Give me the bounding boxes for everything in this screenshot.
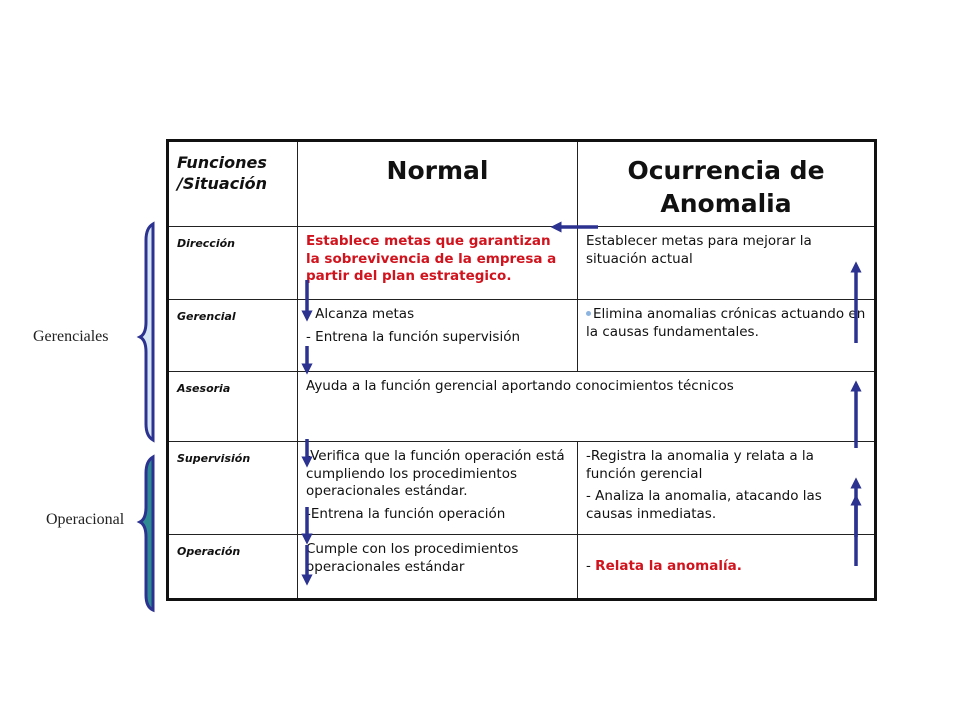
table-row — [168, 300, 876, 372]
direccion-anomaly-text: Establecer metas para mejorar la situación actual — [578, 227, 876, 300]
table-header-row — [168, 141, 876, 227]
functions-table — [166, 139, 877, 601]
supervision-anomaly-item-2: - Analiza la anomalia, atacando las causas inmediatas. — [586, 488, 822, 522]
operacion-anomaly-end: . — [736, 557, 742, 574]
gerencial-normal-cell — [298, 300, 578, 372]
bullet-icon — [586, 311, 591, 316]
table-row — [168, 372, 876, 442]
header-functions-line2: /Situación — [177, 174, 268, 193]
operacion-normal-text: Cumple con los procedimientos operacionales estándar — [298, 535, 578, 600]
direccion-normal-text: Establece metas que garantizan la sobrevivencia de la empresa a partir del plan estrategico — [306, 233, 557, 284]
table-row — [168, 535, 876, 600]
operacional-bracket — [140, 457, 153, 610]
gerenciales-label: Gerenciales — [33, 328, 109, 345]
operacion-anomaly-red: Relata la anomalía — [595, 557, 737, 574]
supervision-normal-item-2: -Entrena la función operación — [306, 505, 506, 522]
row-label-asesoria: Asesoria — [168, 372, 298, 442]
header-normal: Normal — [298, 141, 578, 227]
direccion-normal-cell — [298, 227, 578, 300]
header-anomaly-line1: Ocurrencia de — [627, 156, 825, 185]
direccion-normal-end: . — [506, 268, 512, 284]
row-label-supervision: Supervisión — [168, 442, 298, 535]
supervision-normal-cell — [298, 442, 578, 535]
gerencial-normal-item-1: - Alcanza metas — [306, 306, 415, 322]
operacion-anomaly-cell — [578, 535, 876, 600]
gerenciales-bracket — [140, 224, 153, 440]
header-functions-line1: Funciones — [177, 153, 267, 172]
gerencial-normal-item-2: - Entrena la función supervisión — [306, 328, 521, 345]
row-label-operacion: Operación — [168, 535, 298, 600]
header-anomaly — [578, 141, 876, 227]
table-row — [168, 442, 876, 535]
operacional-label: Operacional — [46, 511, 125, 528]
supervision-anomaly-cell — [578, 442, 876, 535]
supervision-normal-item-1: -Verifica que la función operación está cumpliendo los procedimientos operacionales estándar. — [306, 448, 565, 499]
gerencial-anomaly-text: Elimina anomalias crónicas actuando en la causas fundamentales. — [586, 306, 866, 340]
header-functions — [168, 141, 298, 227]
header-anomaly-line2: Anomalia — [660, 189, 792, 218]
table-row — [168, 227, 876, 300]
gerencial-anomaly-cell — [578, 300, 876, 372]
operacion-anomaly-prefix: - — [586, 557, 596, 574]
row-label-direccion: Dirección — [168, 227, 298, 300]
row-label-gerencial: Gerencial — [168, 300, 298, 372]
supervision-anomaly-item-1: -Registra la anomalia y relata a la función gerencial — [586, 448, 814, 482]
asesoria-merged-text: Ayuda a la función gerencial aportando conocimientos técnicos — [298, 372, 876, 442]
